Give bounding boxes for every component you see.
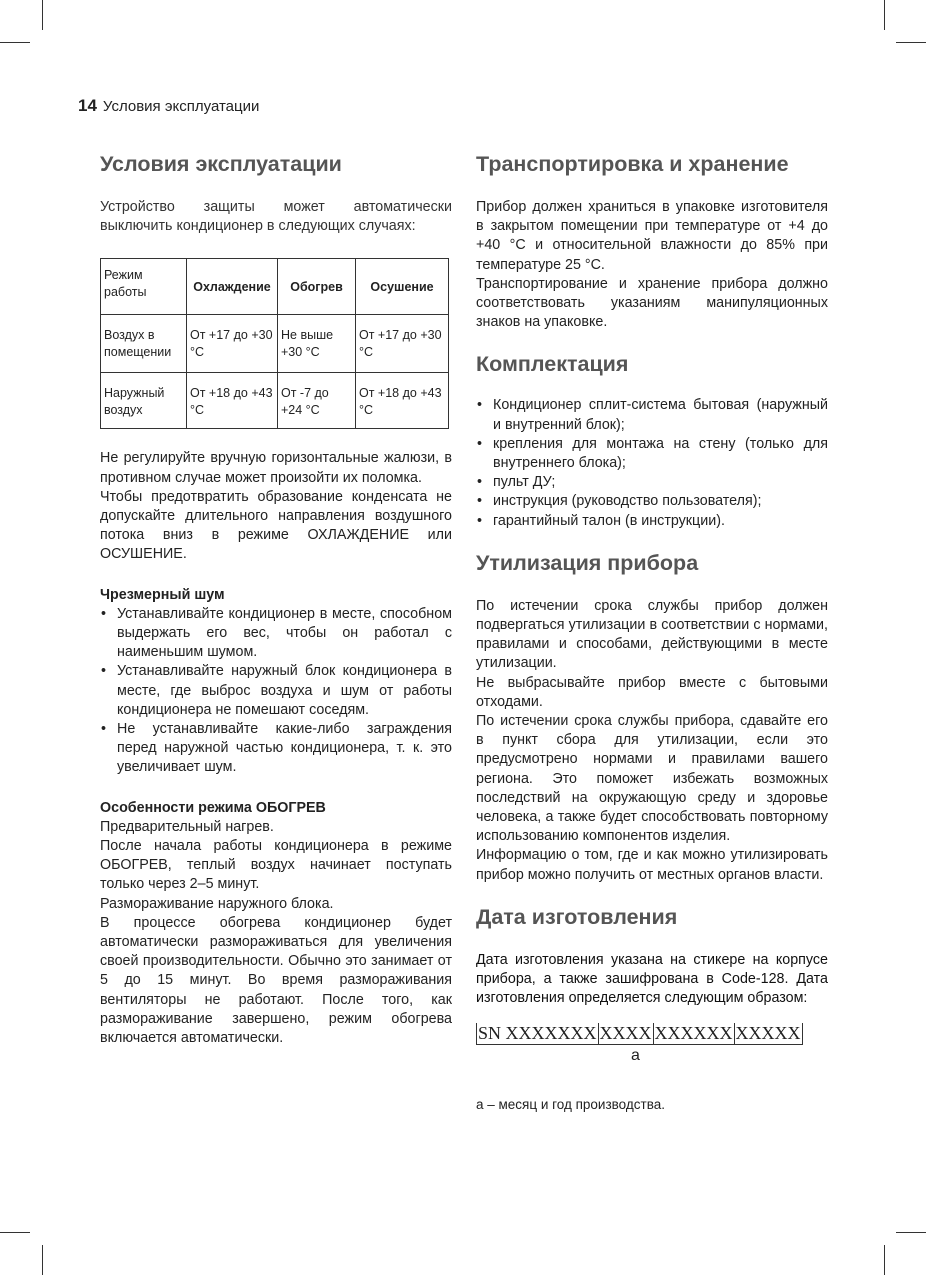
sn-part: XXXXXX bbox=[654, 1022, 733, 1043]
louvers-warning: Не регулируйте вручную горизонтальные жалюзи, в противном случае может произойти их поломка. bbox=[100, 450, 452, 486]
table-head-cool: Охлаждение bbox=[187, 259, 278, 315]
table-head-mode: Режим работы bbox=[101, 259, 187, 315]
table-cell: Воздух в помещении bbox=[101, 315, 187, 373]
defrost-text: В процессе обогрева кондиционер будет автоматически размораживаться для увеличения своей производительности. Обычно это занимает от 5 до 15 минут. Во время размораживания вентиляторы не работают. После того, как размораживание завершено, режим обогрева включается автоматически. bbox=[100, 914, 452, 1047]
list-item: • пульт ДУ; bbox=[476, 473, 828, 492]
sn-note: а – месяц и год производства. bbox=[476, 1096, 665, 1112]
table-cell: От +18 до +43 °C bbox=[187, 373, 278, 429]
preheat-title: Предварительный нагрев. bbox=[100, 818, 274, 835]
table-head-dry: Осушение bbox=[356, 259, 449, 315]
list-item: • Не устанавливайте какие-либо заграждения перед наружной частью кондиционера, т. к. это увеличивает шум. bbox=[100, 720, 452, 778]
crop-mark bbox=[0, 1232, 30, 1233]
condensate-warning: Чтобы предотвратить образование конденсата не допускайте длительного направления воздушного потока вниз в режиме ОХЛАЖДЕНИЕ или ОСУШЕНИЕ. bbox=[100, 488, 452, 563]
section-title-kit: Комплектация bbox=[476, 352, 629, 377]
transport-text-2: Транспортирование и хранение прибора должно соответствовать указаниям манипуляционных знаков на упаковке. bbox=[476, 275, 828, 331]
table-cell: От +17 до +30 °C bbox=[187, 315, 278, 373]
page-header bbox=[78, 96, 259, 116]
crop-mark bbox=[884, 0, 885, 30]
section-title-date: Дата изготовления bbox=[476, 904, 678, 929]
disposal-text-3: По истечении срока службы прибора, сдавайте его в пункт сбора для утилизации, если это предусмотрено нормами и правилами вашего региона. Это поможет избежать возможных последствий на окружающую среду и здоровье человека, а также будет способствовать повторному использованию компонентов изделия. bbox=[476, 713, 828, 845]
crop-mark bbox=[896, 42, 926, 43]
intro-text: Устройство защиты может автоматически выключить кондиционер в следующих случаях: bbox=[100, 199, 452, 235]
disposal-text-2: Не выбрасывайте прибор вместе с бытовыми отходами. bbox=[476, 674, 828, 710]
noise-list bbox=[100, 605, 452, 778]
preheat-text: После начала работы кондиционера в режиме ОБОГРЕВ, теплый воздух начинает поступать только через 2–5 минут. bbox=[100, 838, 452, 893]
table-row bbox=[101, 315, 449, 373]
table-row bbox=[101, 373, 449, 429]
section-title-disposal: Утилизация прибора bbox=[476, 550, 699, 575]
sn-part: SN XXXXXXX bbox=[478, 1022, 597, 1043]
sn-part: XXXX bbox=[599, 1022, 652, 1043]
table-cell: От +18 до +43 °C bbox=[356, 373, 449, 429]
transport-text: Прибор должен храниться в упаковке изготовителя в закрытом помещении при температуре от +4 до +40 °C и относительной влажности до 85% при температуре 25 °C. bbox=[476, 199, 828, 273]
crop-mark bbox=[884, 1245, 885, 1275]
noise-title: Чрезмерный шум bbox=[100, 586, 225, 603]
defrost-title: Размораживание наружного блока. bbox=[100, 895, 334, 912]
section-title-transport: Транспортировка и хранение bbox=[476, 152, 789, 176]
section-title-conditions: Условия эксплуатации bbox=[100, 152, 342, 176]
table-cell: От +17 до +30 °C bbox=[356, 315, 449, 373]
page-number: 14 bbox=[78, 96, 97, 115]
list-item: • инструкция (руководство пользователя); bbox=[476, 492, 828, 511]
crop-mark bbox=[42, 1245, 43, 1275]
list-item: • Кондиционер сплит-система бытовая (наружный и внутренний блок); bbox=[476, 396, 828, 434]
serial-number-diagram bbox=[476, 1023, 828, 1073]
sn-part: XXXXX bbox=[735, 1022, 801, 1043]
heating-title: Особенности режима ОБОГРЕВ bbox=[100, 799, 326, 816]
list-item: • Устанавливайте наружный блок кондиционера в месте, где выброс воздуха и шум от работы кондиционера не помешают соседям. bbox=[100, 662, 452, 720]
list-item: • Устанавливайте кондиционер в месте, способном выдержать его вес, чтобы он работал с наименьшим шумом. bbox=[100, 605, 452, 663]
kit-list bbox=[476, 396, 828, 530]
crop-mark bbox=[42, 0, 43, 30]
disposal-text: По истечении срока службы прибор должен подвергаться утилизации в соответствии с нормами, правилами и способами, действующими в месте утилизации. bbox=[476, 597, 828, 672]
table-head-heat: Обогрев bbox=[278, 259, 356, 315]
sn-marker-label: a bbox=[631, 1046, 640, 1064]
crop-mark bbox=[0, 42, 30, 43]
right-column bbox=[476, 150, 828, 1114]
date-note bbox=[476, 951, 828, 1009]
header-title: Условия эксплуатации bbox=[102, 98, 260, 115]
serial-number bbox=[476, 1023, 828, 1045]
table-cell: От -7 до +24 °C bbox=[278, 373, 356, 429]
left-column bbox=[100, 150, 452, 1048]
table-header-row bbox=[101, 259, 449, 315]
list-item: • крепления для монтажа на стену (только для внутреннего блока); bbox=[476, 435, 828, 473]
list-item: • гарантийный талон (в инструкции). bbox=[476, 512, 828, 531]
disposal-text-4: Информацию о том, где и как можно утилизировать прибор можно получить от местных органов власти. bbox=[476, 847, 828, 883]
crop-mark bbox=[896, 1232, 926, 1233]
date-text: Дата изготовления указана на стикере на корпусе прибора, а также зашифрована в Code-128. Дата изготовления определяется следующим образом: bbox=[476, 951, 828, 1007]
table-cell: Наружный воздух bbox=[101, 373, 187, 429]
protection-table bbox=[100, 258, 449, 429]
table-cell: Не выше +30 °C bbox=[278, 315, 356, 373]
